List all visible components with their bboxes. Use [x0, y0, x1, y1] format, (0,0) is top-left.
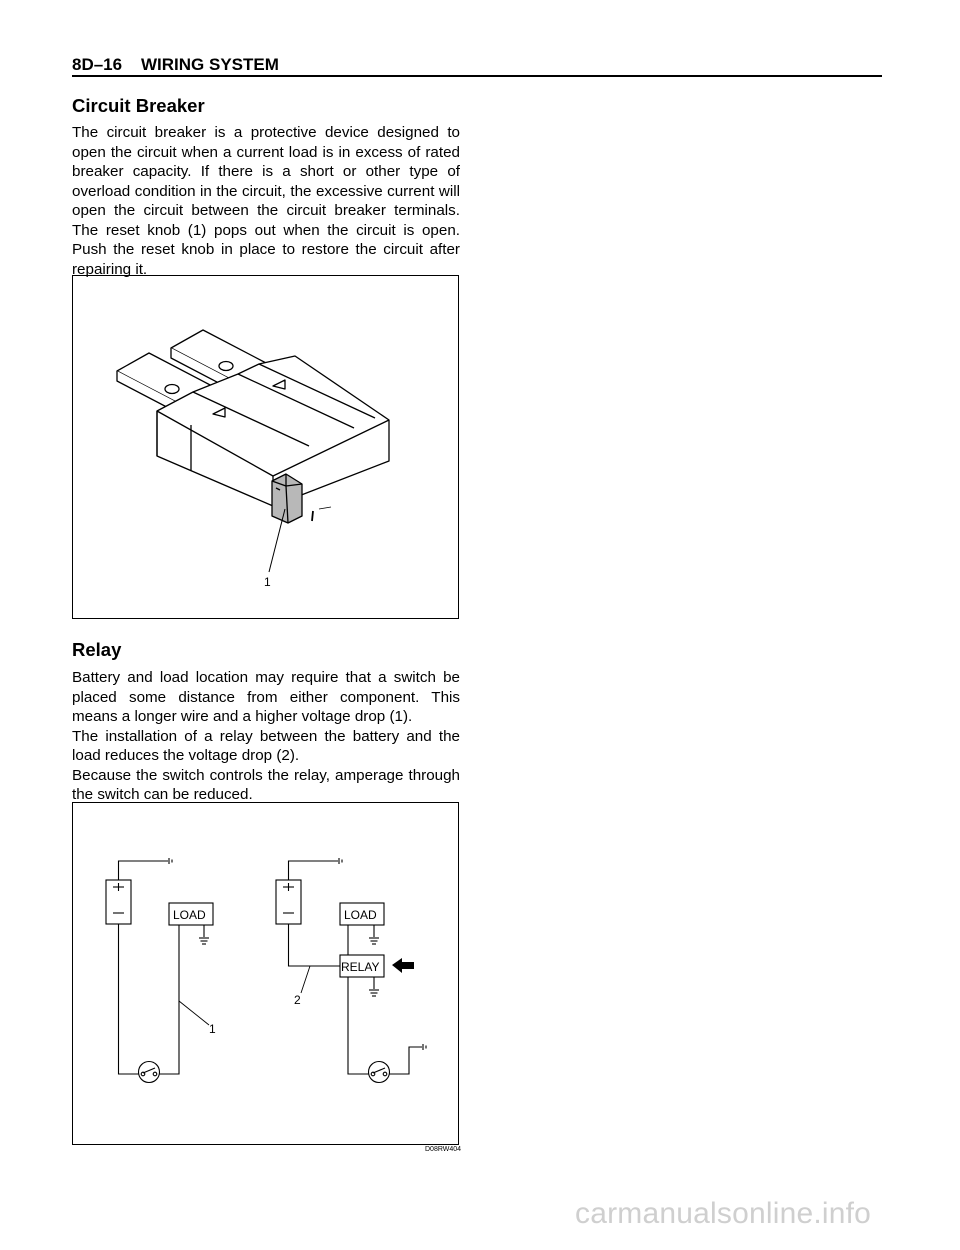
circuit-breaker-text: The circuit breaker is a protective device designed to open the circuit when a current load is in excess of rated breaker capacity. If there is a short or other type of overload condition in the circuit, the excessive current will open the circuit between the circuit breaker terminals. The reset knob (1) pops out when the circuit is open. Push the reset knob in place to restore the circuit after repairing it. — [72, 124, 460, 278]
circuit-breaker-heading: Circuit Breaker — [72, 95, 205, 116]
left-load-label: LOAD — [173, 908, 206, 922]
relay-figure — [72, 802, 459, 1145]
relay-paragraph-1: Battery and load location may require that a switch be placed some distance from either component. This means a longer wire and a higher voltage drop (1). — [72, 669, 460, 725]
watermark: carmanualsonline.info — [575, 1197, 872, 1230]
circuit-breaker-callout: 1 — [264, 575, 271, 589]
relay-heading: Relay — [72, 639, 122, 660]
page-header — [72, 55, 882, 77]
relay-circuit-diagram — [73, 803, 458, 1144]
relay-text — [72, 668, 460, 805]
relay-box-label: RELAY — [341, 960, 380, 974]
callout-2-label: 2 — [294, 993, 301, 1007]
circuit-breaker-figure — [72, 275, 459, 619]
figure-code: D08RW404 — [425, 1146, 462, 1153]
relay-pointer-arrow-icon — [392, 958, 414, 973]
right-load-label: LOAD — [344, 908, 377, 922]
circuit-breaker-illustration — [73, 276, 458, 618]
callout-1-label: 1 — [209, 1022, 216, 1036]
page-header-title: 8D–16 WIRING SYSTEM — [72, 55, 279, 74]
relay-paragraph-3: Because the switch controls the relay, amperage through the switch can be reduced. — [72, 766, 460, 803]
relay-paragraph-2: The installation of a relay between the battery and the load reduces the voltage drop (2). — [72, 727, 460, 764]
